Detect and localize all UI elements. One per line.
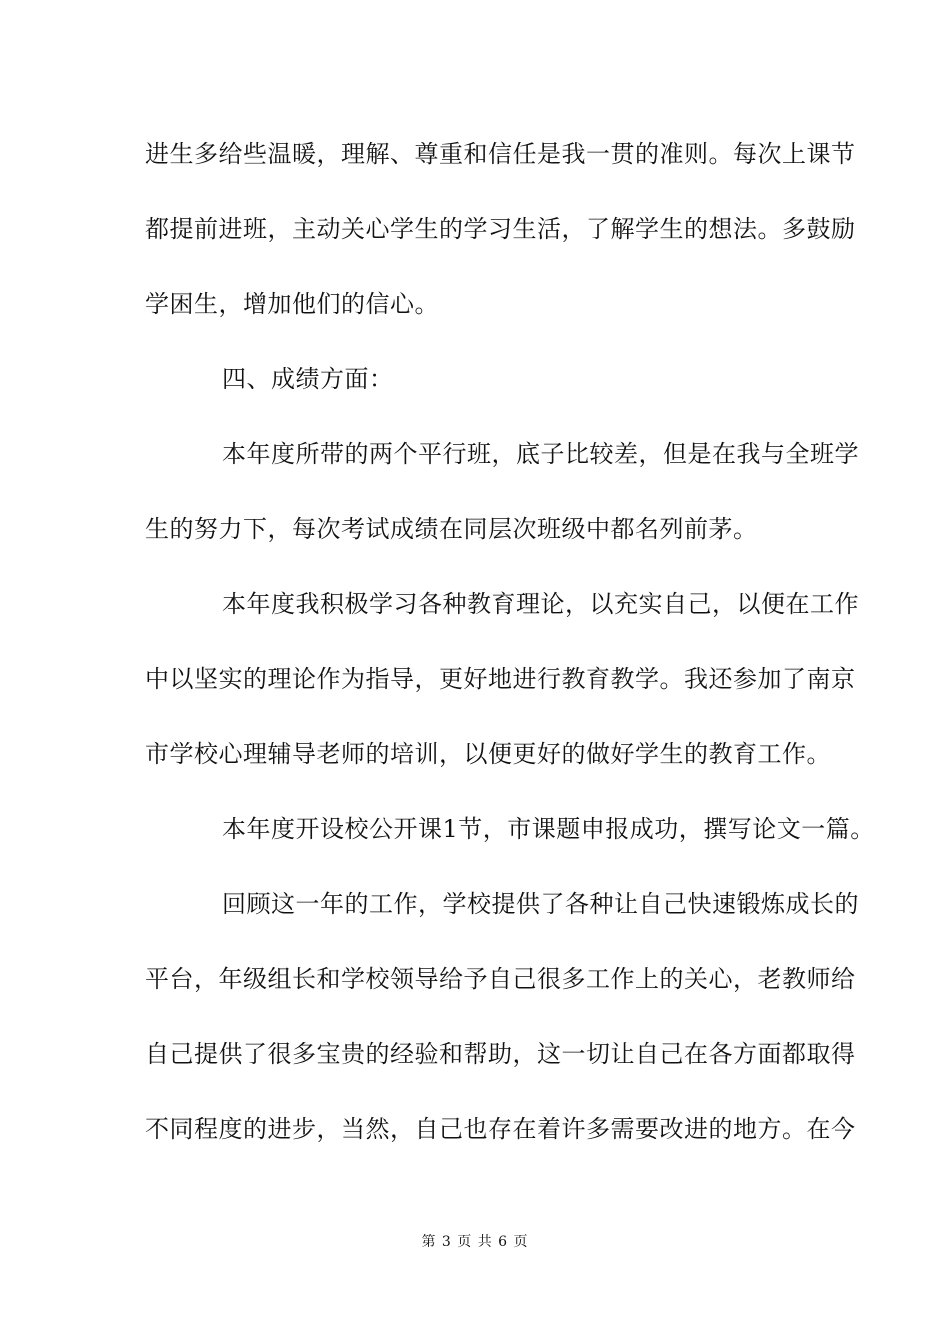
body-line-9: 市学校心理辅导老师的培训，以便更好的做好学生的教育工作。 (145, 740, 831, 768)
body-line-5: 本年度所带的两个平行班，底子比较差，但是在我与全班学 (222, 440, 859, 468)
body-line-11: 回顾这一年的工作，学校提供了各种让自己快速锻炼成长的 (222, 890, 859, 918)
body-line-1: 进生多给些温暖，理解、尊重和信任是我一贯的准则。每次上课节 (145, 140, 856, 168)
section-heading: 四、成绩方面： (222, 365, 394, 393)
page-footer (0, 1232, 950, 1252)
body-line-2: 都提前进班，主动关心学生的学习生活，了解学生的想法。多鼓励 (145, 215, 856, 243)
body-line-12: 平台，年级组长和学校领导给予自己很多工作上的关心，老教师给 (145, 965, 856, 993)
body-line-14: 不同程度的进步，当然，自己也存在着许多需要改进的地方。在今 (145, 1115, 856, 1143)
body-line-13: 自己提供了很多宝贵的经验和帮助，这一切让自己在各方面都取得 (145, 1040, 856, 1068)
body-line-3: 学困生，增加他们的信心。 (145, 290, 439, 318)
body-line-10: 本年度开设校公开课1节，市课题申报成功，撰写论文一篇。 (222, 815, 875, 843)
footer-prefix: 第 (421, 1234, 437, 1250)
footer-middle: 页 共 (457, 1234, 493, 1250)
footer-suffix: 页 (513, 1234, 529, 1250)
footer-total-pages: 6 (498, 1234, 509, 1250)
body-line-6: 生的努力下，每次考试成绩在同层次班级中都名列前茅。 (145, 515, 758, 543)
body-line-7: 本年度我积极学习各种教育理论，以充实自己，以便在工作 (222, 590, 859, 618)
footer-current-page: 3 (441, 1234, 452, 1250)
body-line-8: 中以坚实的理论作为指导，更好地进行教育教学。我还参加了南京 (145, 665, 856, 693)
